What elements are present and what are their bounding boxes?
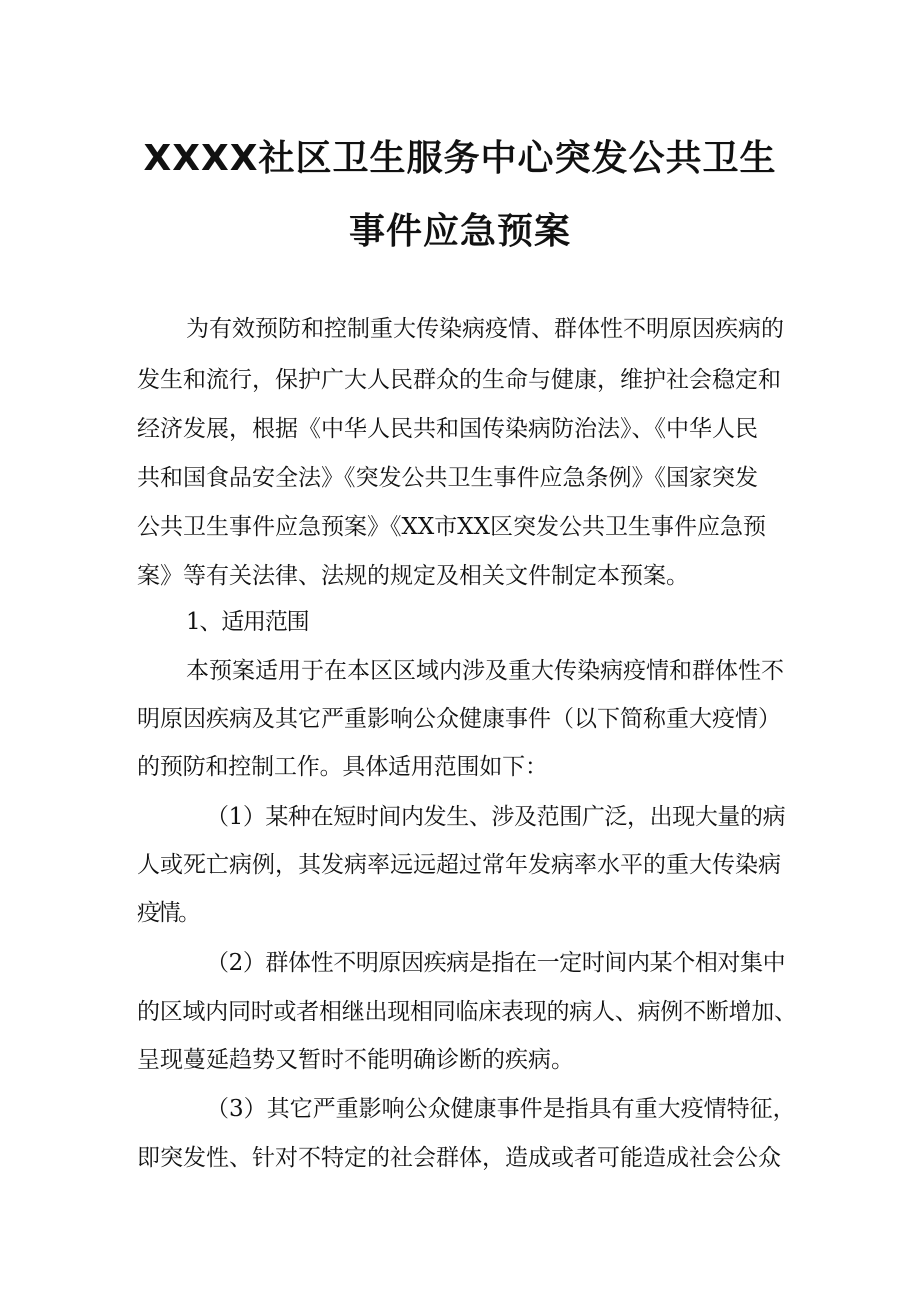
body-line: 的预防和控制工作。具体适用范围如下： [137, 754, 548, 780]
body-line: 公共卫生事件应急预案》《XX市XX区突发公共卫生事件应急预 [137, 514, 766, 540]
list-item: （3）其它严重影响公众健康事件是指具有重大疫情特征， [206, 1096, 796, 1122]
document-title-line-1: XXXX社区卫生服务中心突发公共卫生 [143, 138, 777, 179]
body-line: 本预案适用于在本区区域内涉及重大传染病疫情和群体性不 [186, 658, 784, 684]
body-line: 即突发性、针对不特定的社会群体，造成或者可能造成社会公众 [137, 1145, 781, 1171]
list-item: （2）群体性不明原因疾病是指在一定时间内某个相对集中 [206, 950, 786, 976]
body-line: 为有效预防和控制重大传染病疫情、群体性不明原因疾病的 [186, 316, 784, 342]
body-line: 人或死亡病例，其发病率远远超过常年发病率水平的重大传染病 [137, 852, 781, 878]
body-line: 疫情。 [137, 900, 199, 926]
body-line: 经济发展，根据《中华人民共和国传染病防治法》、《中华人民 [137, 416, 758, 442]
body-line: 明原因疾病及其它严重影响公众健康事件（以下简称重大疫情） [137, 706, 781, 732]
document-title-line-2: 事件应急预案 [348, 211, 571, 252]
body-line: 发生和流行，保护广大人民群众的生命与健康，维护社会稳定和 [137, 367, 781, 393]
body-line: 呈现蔓延趋势又暂时不能明确诊断的疾病。 [137, 1047, 574, 1073]
body-line: 的区域内同时或者相继出现相同临床表现的病人、病例不断增加、 [137, 999, 797, 1025]
body-line: 案》等有关法律、法规的规定及相关文件制定本预案。 [137, 563, 689, 589]
list-item: （1）某种在短时间内发生、涉及范围广泛，出现大量的病 [206, 804, 786, 830]
section-heading: 1、适用范围 [186, 609, 309, 635]
body-line: 共和国食品安全法》《突发公共卫生事件应急条例》《国家突发 [137, 465, 758, 491]
